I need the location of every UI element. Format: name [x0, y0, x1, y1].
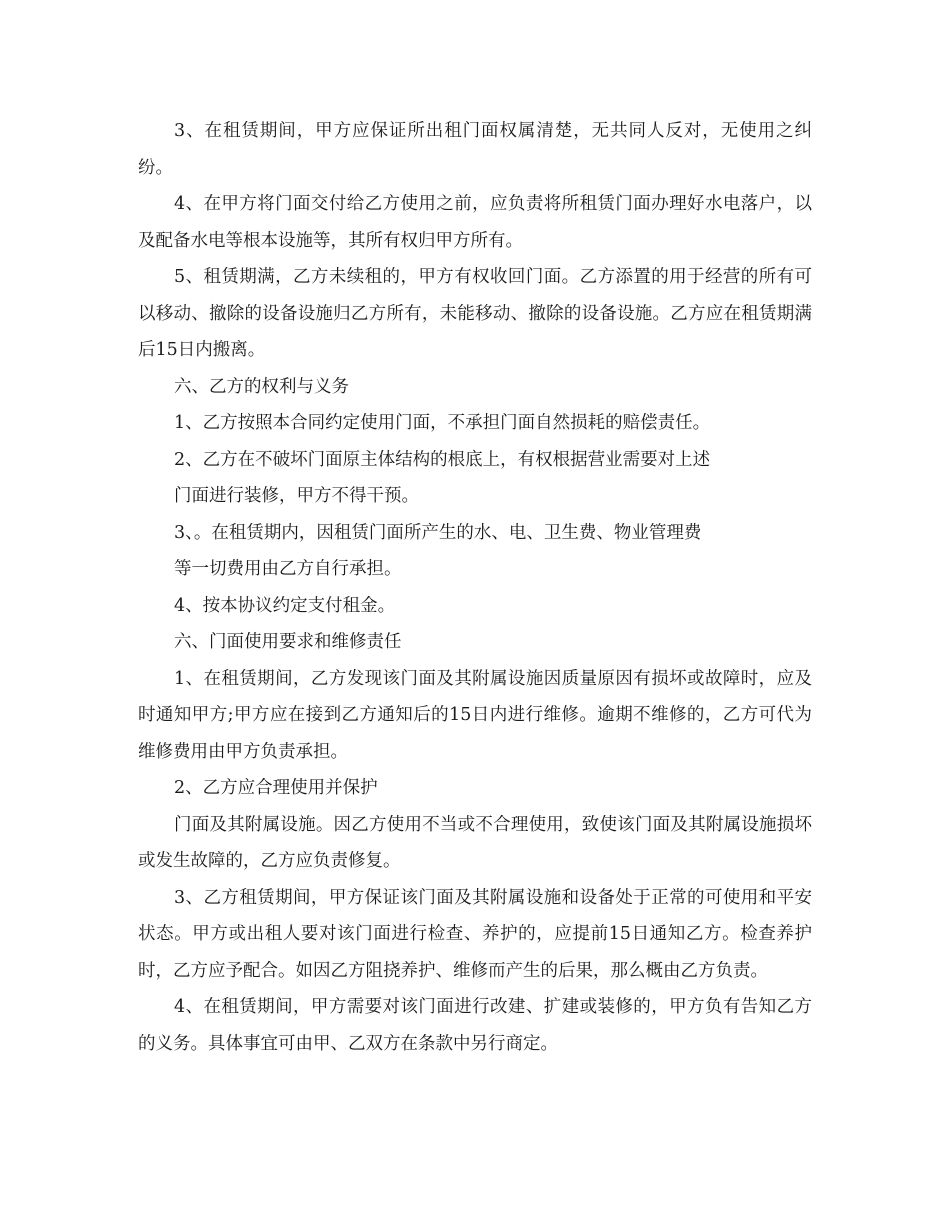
- clause-paragraph: 1、乙方按照本合同约定使用门面，不承担门面自然损耗的赔偿责任。: [174, 413, 711, 433]
- clause-paragraph: 2、乙方应合理使用并保护: [174, 778, 378, 798]
- clause-paragraph: 3、在租赁期间，甲方应保证所出租门面权属清楚，无共同人反对，无使用之纠纷。: [138, 121, 812, 178]
- section-heading: 六、乙方的权利与义务: [174, 376, 349, 397]
- clause-paragraph: 4、在甲方将门面交付给乙方使用之前，应负责将所租赁门面办理好水电落户，以及配备水电等根本设施等，其所有权归甲方所有。: [138, 194, 812, 251]
- document-body: [138, 113, 812, 1062]
- clause-paragraph: 3、。在租赁期内，因租赁门面所产生的水、电、卫生费、物业管理费: [174, 522, 702, 543]
- clause-continuation: 等一切费用由乙方自行承担。: [174, 559, 402, 579]
- clause-continuation: 门面进行装修，甲方不得干预。: [174, 486, 419, 506]
- clause-paragraph: 门面及其附属设施。因乙方使用不当或不合理使用，致使该门面及其附属设施损坏或发生故障的，乙方应负责修复。: [138, 814, 812, 871]
- clause-paragraph: 5、租赁期满，乙方未续租的，甲方有权收回门面。乙方添置的用于经营的所有可以移动、撤除的设备设施归乙方所有，未能移动、撤除的设备设施。乙方应在租赁期满后15日内搬离。: [138, 267, 812, 360]
- clause-paragraph: 1、在租赁期间，乙方发现该门面及其附属设施因质量原因有损坏或故障时，应及时通知甲方;甲方应在接到乙方通知后的15日内进行维修。逾期不维修的，乙方可代为维修费用由甲方负责承担。: [138, 668, 812, 762]
- section-heading: 六、门面使用要求和维修责任: [174, 632, 402, 652]
- clause-paragraph: 4、按本协议约定支付租金。: [174, 595, 396, 616]
- clause-paragraph: 2、乙方在不破坏门面原主体结构的根底上，有权根据营业需要对上述: [174, 449, 711, 470]
- clause-paragraph: 3、乙方租赁期间，甲方保证该门面及其附属设施和设备处于正常的可使用和平安状态。甲方或出租人要对该门面进行检查、养护的，应提前15日通知乙方。检查养护时，乙方应予配合。如因乙方阻挠养护、维修而产生的后果，那么概由乙方负责。: [138, 887, 812, 981]
- clause-paragraph: 4、在租赁期间，甲方需要对该门面进行改建、扩建或装修的，甲方负有告知乙方的义务。具体事宜可由甲、乙双方在条款中另行商定。: [138, 997, 812, 1054]
